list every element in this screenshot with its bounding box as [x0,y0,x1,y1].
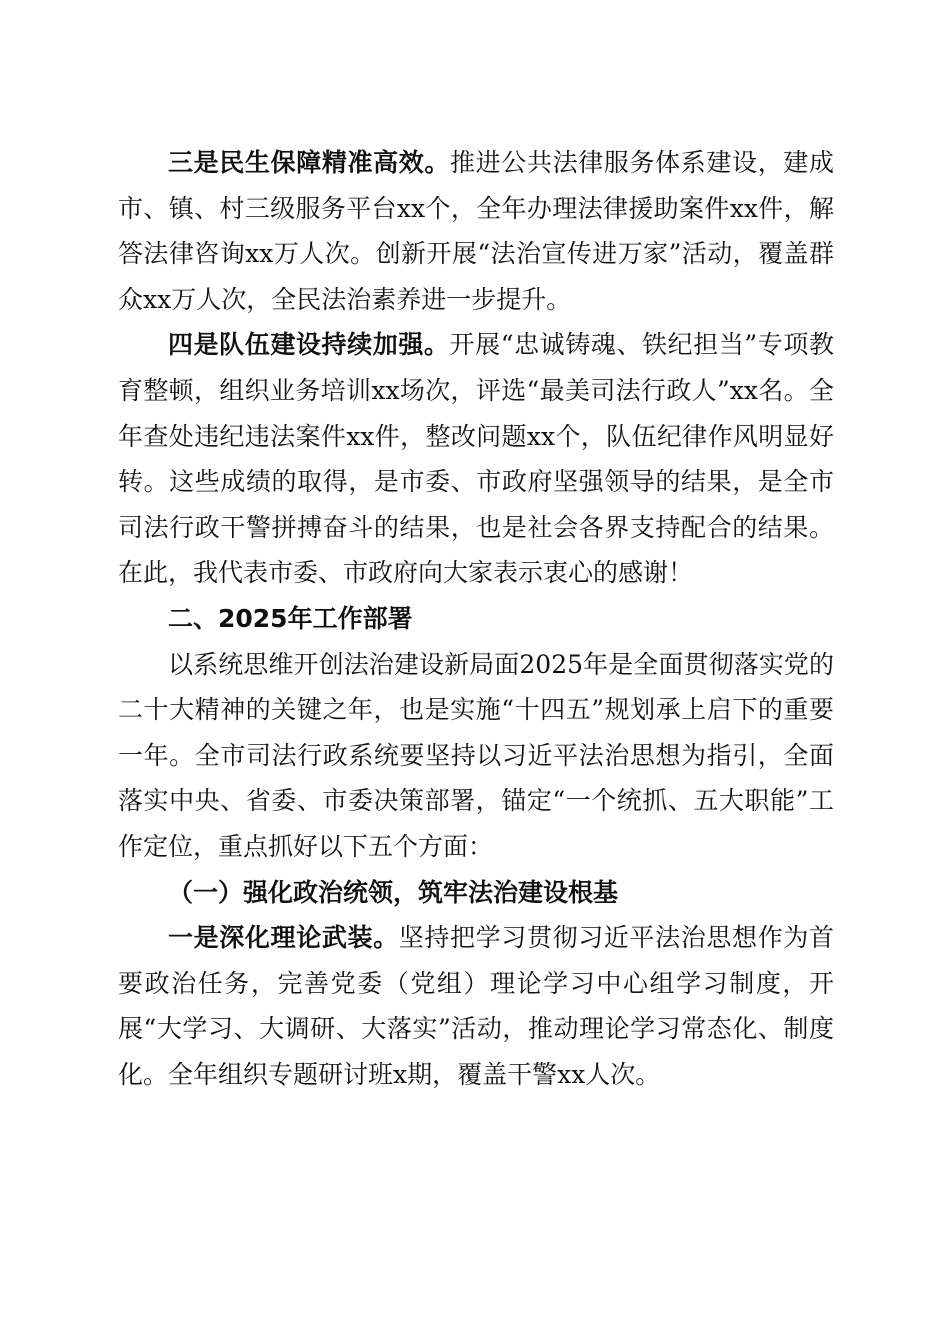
paragraph-lead: 三是民生保障精准高效。 [168,148,451,177]
subsection-heading: （一）强化政治统领，筑牢法治建设根基 [168,877,619,907]
paragraph-text: 坚持把学习贯彻习近平法治思想作为首要政治任务，完善党委（党组）理论学习中心组学习制度，开展“大学习、大调研、大落实”活动，推动理论学习常态化、制度化。全年组织专题研讨班x期，覆盖干警xx人次。 [118,923,834,1089]
paragraph-text: 推进公共法律服务体系建设，建成市、镇、村三级服务平台xx个，全年办理法律援助案件xx件，解答法律咨询xx万人次。创新开展“法治宣传进万家”活动，覆盖群众xx万人次，全民法治素养进一步提升。 [118,148,834,314]
paragraph-theory [118,915,834,1097]
paragraph-livelihood [118,140,834,322]
paragraph-text: 开展“忠诚铸魂、铁纪担当”专项教育整顿，组织业务培训xx场次，评选“最美司法行政人”xx名。全年查处违纪违法案件xx件，整改问题xx个，队伍纪律作风明显好转。这些成绩的取得，是市委、市政府坚强领导的结果，是全市司法行政干警拼搏奋斗的结果，也是社会各界支持配合的结果。在此，我代表市委、市政府向大家表示衷心的感谢！ [118,330,834,588]
intro-paragraph: 以系统思维开创法治建设新局面2025年是全面贯彻落实党的二十大精神的关键之年，也是实施“十四五”规划承上启下的重要一年。全市司法行政系统要坚持以习近平法治思想为指引，全面落实中央、省委、市委决策部署，锚定“一个统抓、五大职能”工作定位，重点抓好以下五个方面： [118,649,834,861]
paragraph-team-building [118,322,834,596]
paragraph-lead: 四是队伍建设持续加强。 [168,330,450,360]
section-heading: 二、2025年工作部署 [168,603,413,633]
document-body [118,140,834,1097]
paragraph-lead: 一是深化理论武装。 [168,923,399,953]
